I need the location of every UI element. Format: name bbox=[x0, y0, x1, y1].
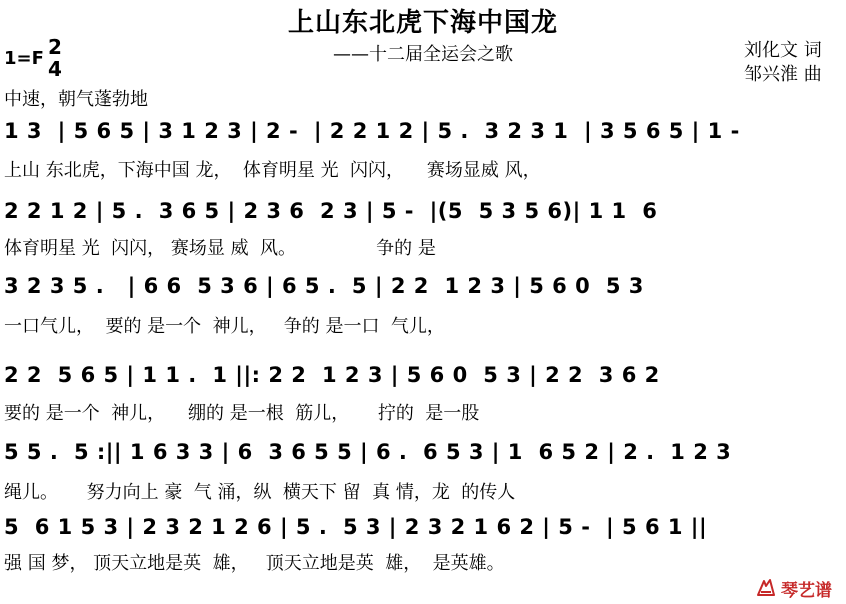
score-line-4-notes: 2 2 5 6 5 | 1 1 . 1 ||: 2 2 1 2 3 | 5 6 0 5 3 | 2 2 3 6 2 bbox=[4, 363, 660, 387]
song-title: 上山东北虎下海中国龙 bbox=[287, 8, 558, 38]
site-watermark bbox=[755, 576, 832, 600]
lyricist-credit: 刘化文 词 bbox=[744, 40, 822, 61]
score-line-1-lyrics: 上山 东北虎，下海中国 龙， 体育明星 光 闪闪， 赛场显威 风， bbox=[4, 160, 541, 181]
score-line-1-notes: 1 3 | 5 6 5 | 3 1 2 3 | 2 - | 2 2 1 2 | 5 . 3 2 3 1 | 3 5 6 5 | 1 - bbox=[4, 119, 740, 143]
watermark-text: 琴艺谱 bbox=[781, 580, 832, 601]
time-signature-numerator: 2 bbox=[48, 35, 62, 59]
score-line-4-lyrics: 要的 是一个 神儿， 绷的 是一根 筋儿， 拧的 是一股 bbox=[4, 403, 480, 424]
tempo-marking: 中速，朝气蓬勃地 bbox=[4, 89, 148, 110]
score-line-5-lyrics: 绳儿。 努力向上 豪 气 涌，纵 横天下 留 真 情，龙 的传人 bbox=[4, 482, 516, 503]
score-line-6-notes: 5 6 1 5 3 | 2 3 2 1 2 6 | 5 . 5 3 | 2 3 2 1 6 2 | 5 - | 5 6 1 || bbox=[4, 515, 708, 539]
qinyipu-logo-icon bbox=[755, 577, 777, 599]
composer-credit: 邹兴淮 曲 bbox=[744, 64, 822, 85]
score-line-3-notes: 3 2 3 5 . | 6 6 5 3 6 | 6 5 . 5 | 2 2 1 2 3 | 5 6 0 5 3 bbox=[4, 274, 644, 298]
score-line-6-lyrics: 强 国 梦， 顶天立地是英 雄， 顶天立地是英 雄， 是英雄。 bbox=[4, 553, 505, 574]
time-signature bbox=[46, 36, 64, 80]
score-line-3-lyrics: 一口气儿， 要的 是一个 神儿， 争的 是一口 气儿， bbox=[4, 316, 445, 337]
time-signature-denominator: 4 bbox=[48, 57, 62, 81]
score-line-2-lyrics: 体育明星 光 闪闪， 赛场显 威 风。 争的 是 bbox=[4, 238, 436, 259]
score-line-5-notes: 5 5 . 5 :|| 1 6 3 3 | 6 3 6 5 5 | 6 . 6 5 3 | 1 6 5 2 | 2 . 1 2 3 bbox=[4, 440, 732, 464]
key-signature: 1=F bbox=[4, 48, 44, 69]
song-subtitle: ——十二届全运会之歌 bbox=[333, 44, 513, 65]
score-line-2-notes: 2 2 1 2 | 5 . 3 6 5 | 2 3 6 2 3 | 5 - |(5 5 3 5 6)| 1 1 6 bbox=[4, 199, 658, 223]
